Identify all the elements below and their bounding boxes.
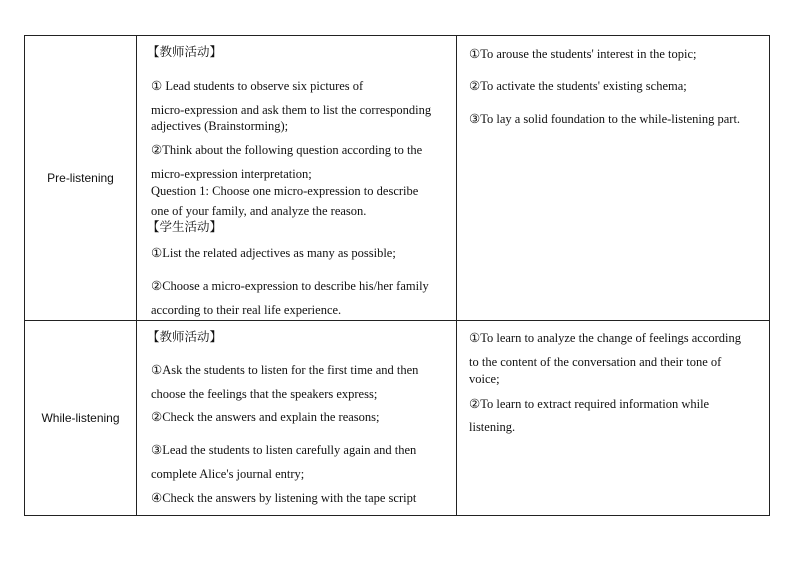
purpose-line: voice; bbox=[469, 372, 500, 386]
activity-line: ④Check the answers by listening with the tape script bbox=[151, 491, 417, 505]
activity-line: one of your family, and analyze the reason. bbox=[151, 204, 367, 218]
activities-cell bbox=[137, 36, 457, 321]
activity-line: micro-expression and ask them to list the corresponding bbox=[151, 103, 432, 117]
activity-line: ②Choose a micro-expression to describe his/her family bbox=[151, 279, 429, 293]
teacher-activity-heading: 【教师活动】 bbox=[147, 45, 223, 59]
purpose-line: ②To activate the students' existing schema; bbox=[469, 79, 687, 93]
teacher-activity-heading: 【教师活动】 bbox=[147, 330, 223, 344]
lesson-plan-table bbox=[24, 35, 770, 516]
activity-line: ②Think about the following question according to the bbox=[151, 143, 423, 157]
purpose-line: to the content of the conversation and their tone of bbox=[469, 355, 722, 369]
stage-cell bbox=[25, 321, 137, 516]
activity-line: choose the feelings that the speakers express; bbox=[151, 387, 378, 401]
activity-line: adjectives (Brainstorming); bbox=[151, 119, 289, 133]
purpose-line: listening. bbox=[469, 420, 516, 434]
table-row bbox=[25, 36, 770, 321]
purposes-cell bbox=[457, 36, 770, 321]
activity-line: complete Alice's journal entry; bbox=[151, 467, 305, 481]
stage-label: While-listening bbox=[41, 410, 120, 425]
activity-line: ①Ask the students to listen for the first time and then bbox=[151, 363, 419, 377]
activity-line: ① Lead students to observe six pictures of bbox=[151, 79, 364, 93]
activity-line: micro-expression interpretation; bbox=[151, 167, 312, 181]
purpose-line: ①To arouse the students' interest in the topic; bbox=[469, 47, 697, 61]
activity-line: ②Check the answers and explain the reasons; bbox=[151, 410, 380, 424]
purpose-line: ②To learn to extract required information while bbox=[469, 397, 710, 411]
purpose-line: ①To learn to analyze the change of feelings according bbox=[469, 331, 742, 345]
activity-line: Question 1: Choose one micro-expression to describe bbox=[151, 184, 419, 198]
student-activity-heading: 【学生活动】 bbox=[147, 220, 223, 234]
stage-label: Pre-listening bbox=[47, 170, 114, 185]
activities-cell bbox=[137, 321, 457, 516]
activity-line: ③Lead the students to listen carefully again and then bbox=[151, 443, 417, 457]
stage-cell bbox=[25, 36, 137, 321]
activity-line: ①List the related adjectives as many as possible; bbox=[151, 246, 396, 260]
purpose-line: ③To lay a solid foundation to the while-listening part. bbox=[469, 112, 741, 126]
purposes-cell bbox=[457, 321, 770, 516]
table-row bbox=[25, 321, 770, 516]
activity-line: according to their real life experience. bbox=[151, 303, 342, 317]
